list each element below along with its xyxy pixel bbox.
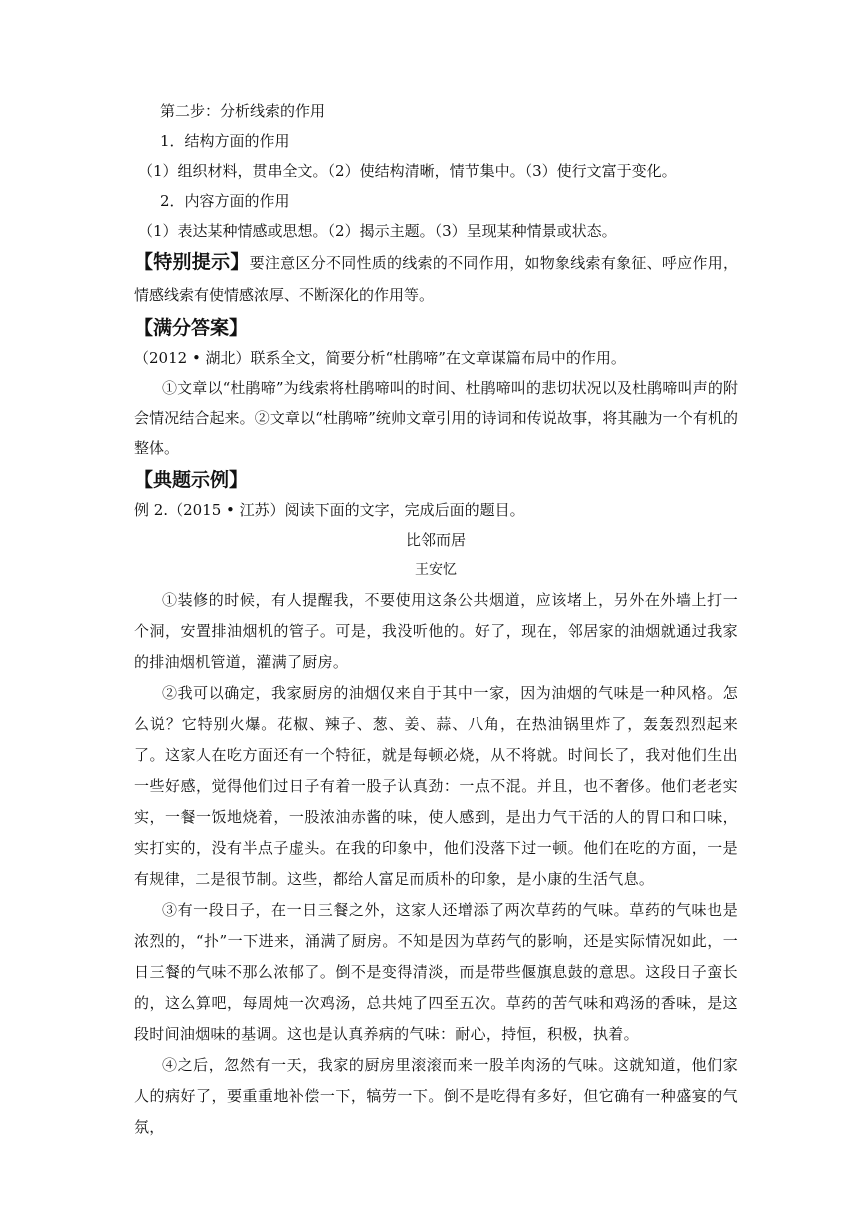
example-heading: 【典题示例】 <box>134 469 249 491</box>
article-paragraph: ②我可以确定，我家厨房的油烟仅来自于其中一家，因为油烟的气味是一种风格。怎么说？它特别火爆。花椒、辣子、葱、姜、蒜、八角，在热油锅里炸了，轰轰烈烈起来了。这家人在吃方面还有一个特征，就是每顿必烧，从不将就。时间长了，我对他们生出一些好感，觉得他们过日子有着一股子认真劲：一点不混。并且，也不奢侈。他们老老实实，一餐一饭地烧着，一股浓油赤酱的味，使人感到，是出力气干活的人的胃口和口味，实打实的，没有半点子虚头。在我的印象中，他们没落下过一顿。他们在吃的方面，一是有规律，二是很节制。这些，都给人富足而质朴的印象，是小康的生活气息。 <box>134 684 738 888</box>
special-tip <box>134 246 738 311</box>
special-tip-text: 要注意区分不同性质的线索的不同作用，如物象线索有象征、呼应作用，情感线索有使情感浓厚、不断深化的作用等。 <box>134 254 738 304</box>
article-paragraph: ①装修的时候，有人提醒我，不要使用这条公共烟道，应该堵上，另外在外墙上打一个洞，安置排油烟机的管子。可是，我没听他的。好了，现在，邻居家的油烟就通过我家的排油烟机管道，灌满了厨房。 <box>134 591 738 671</box>
example-intro: 例 2.（2015 • 江苏）阅读下面的文字，完成后面的题目。 <box>134 501 525 519</box>
structure-heading: 1．结构方面的作用 <box>160 132 290 150</box>
article-paragraph: ④之后，忽然有一天，我家的厨房里滚滚而来一股羊肉汤的气味。这就知道，他们家人的病好了，要重重地补偿一下，犒劳一下。倒不是吃得有多好，但它确有一种盛宴的气氛， <box>134 1056 738 1136</box>
article-paragraph: ③有一段日子，在一日三餐之外，这家人还增添了两次草药的气味。草药的气味也是浓烈的，“扑”一下进来，涌满了厨房。不知是因为草药气的影响，还是实际情况如此，一日三餐的气味不那么浓郁了。倒不是变得清淡，而是带些偃旗息鼓的意思。这段日子蛮长的，这么算吧，每周炖一次鸡汤，总共炖了四至五次。草药的苦气味和鸡汤的香味，是这段时间油烟味的基调。这也是认真养病的气味：耐心，持恒，积极，执着。 <box>134 901 738 1043</box>
full-score-question: （2012 • 湖北）联系全文，简要分析“杜鹃啼”在文章谋篇布局中的作用。 <box>134 349 626 367</box>
article-author: 王安忆 <box>415 562 457 578</box>
full-score-heading: 【满分答案】 <box>134 317 249 339</box>
article-title: 比邻而居 <box>405 531 466 549</box>
special-tip-label: 【特别提示】 <box>134 251 250 273</box>
content-heading: 2．内容方面的作用 <box>160 192 290 210</box>
structure-items: （1）组织材料，贯串全文。（2）使结构清晰，情节集中。（3）使行文富于变化。 <box>138 162 677 180</box>
full-score-answer: ①文章以“杜鹃啼”为线索将杜鹃啼叫的时间、杜鹃啼叫的悲切状况以及杜鹃啼叫声的附会情况结合起来。②文章以“杜鹃啼”统帅文章引用的诗词和传说故事，将其融为一个有机的整体。 <box>134 379 738 457</box>
step-two-heading: 第二步：分析线索的作用 <box>160 102 326 120</box>
content-items: （1）表达某种情感或思想。（2）揭示主题。（3）呈现某种情景或状态。 <box>138 222 617 240</box>
document-content <box>134 96 738 1143</box>
